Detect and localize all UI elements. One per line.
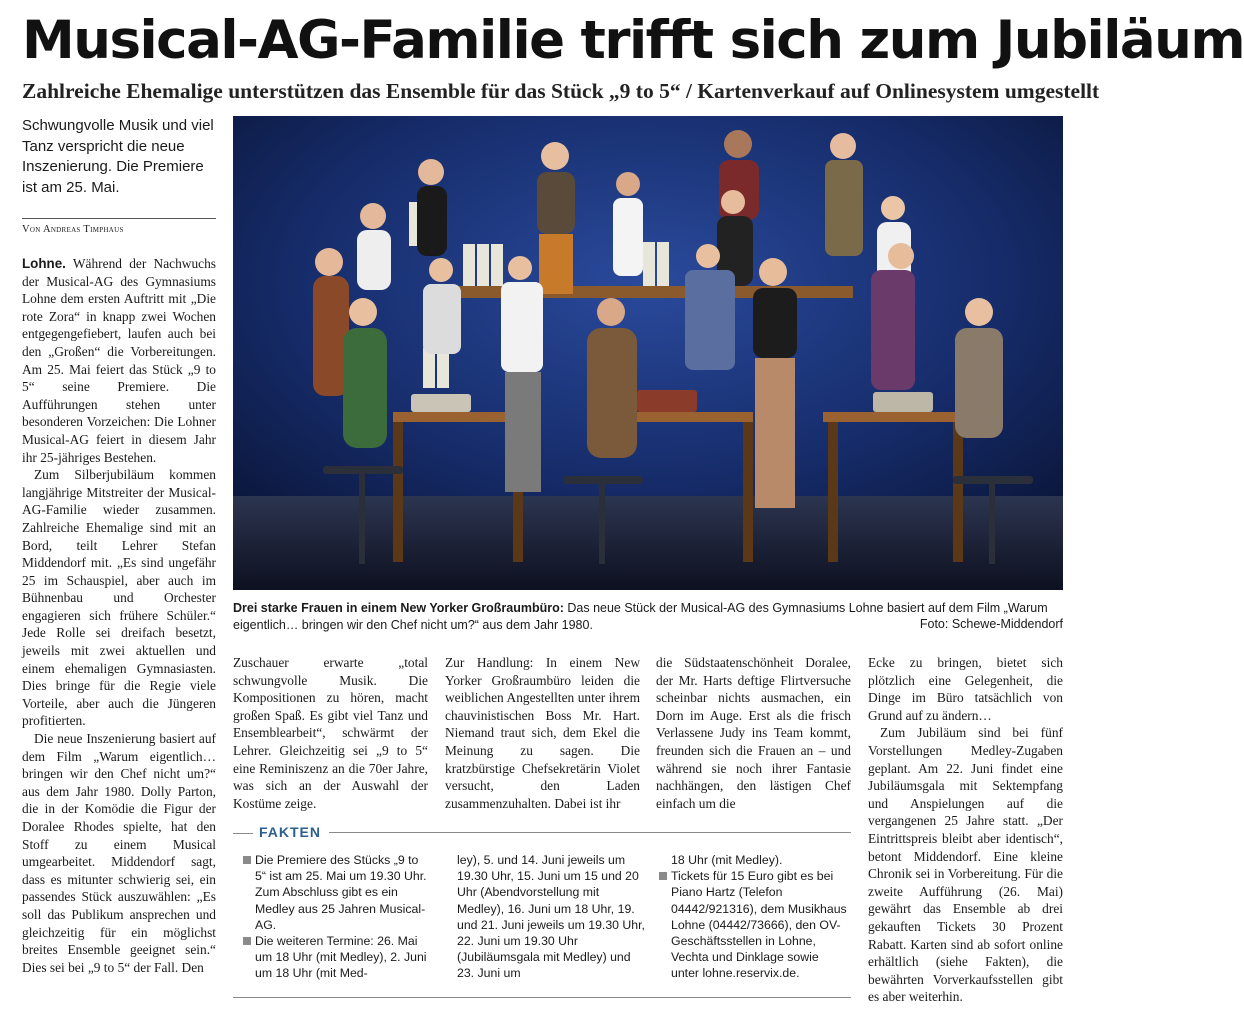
- bullet-square-icon: [659, 872, 667, 880]
- fakten-item-text: ley), 5. und 14. Juni jeweils um 19.30 Uhr, 15. Juni um 15 und 20 Uhr (Abendvorstellung mit Medley), 16. Juni um 18 Uhr, 19. und 21. Juni jeweils um 19.30 Uhr, 22. Juni um 19.30 Uhr (Jubiläumsgala mit Medley) und 23. Juni um: [457, 853, 645, 981]
- fakten-column-3: [657, 852, 849, 982]
- fakten-item: [657, 868, 849, 981]
- headline: Musical-AG-Familie trifft sich zum Jubiläum: [22, 10, 1244, 71]
- bullet-square-icon: [243, 937, 251, 945]
- fakten-header: [233, 824, 851, 840]
- photo-illustration: [233, 116, 1063, 590]
- fakten-item-text: 18 Uhr (mit Medley).: [671, 853, 783, 867]
- caption-text: Das neue Stück der Musical-AG des Gymnasiums Lohne basiert auf dem Film „Warum eigentlich… bringen wir den Chef nicht um?“ aus dem Jahr 1980.: [233, 601, 1048, 632]
- teaser: Schwungvolle Musik und viel Tanz verspricht die neue Inszenierung. Die Premiere ist am 25. Mai.: [22, 117, 214, 196]
- fakten-item: [241, 852, 427, 933]
- photo-musical-ensemble: [233, 116, 1063, 590]
- paragraph: Ecke zu bringen, bietet sich plötzlich eine Gelegenheit, die Dinge im Büro tatsächlich von Grund auf zu ändern…: [868, 655, 1063, 723]
- bullet-square-icon: [243, 856, 251, 864]
- article-column-4: die Südstaatenschönheit Doralee, der Mr. Harts deftige Flirtversuche scheinbar nichts ausmachen, ein Dorn im Auge. Erst als die frisch Verlassene Judy ins Team kommt, freunden sich die Frauen an – und während sie noch ihrer Fantasie nachhängen, den lästigen Chef einfach um die: [656, 655, 851, 811]
- fakten-item-text: Die weiteren Termine: 26. Mai um 18 Uhr (mit Medley), 2. Juni um 18 Uhr (mit Med-: [255, 934, 427, 981]
- byline: Von Andreas Timphaus: [22, 218, 216, 235]
- fakten-rule: [329, 832, 851, 833]
- fakten-column-1: [241, 852, 427, 982]
- article-column-2: Zuschauer erwarte „total schwungvolle Musik. Die Kompositionen zu hören, macht großen Spaß. Es gibt viel Tanz und Ensemblearbeit“, schwärmt der Lehrer. Gleichzeitig sei „9 to 5“ eine Reminiszenz an die 70er Jahre, was sich an der Auswahl der Kostüme zeige.: [233, 655, 428, 811]
- paragraph: Zum Jubiläum sind bei fünf Vorstellungen Medley-Zugaben geplant. Am 22. Juni findet eine Jubiläumsgala mit Sektempfang und Anspielungen auf die vergangenen 25 Jahre statt. „Der Eintrittspreis bleibt aber identisch“, betont Middendorf. Eine kleine Chronik sei in Vorbereitung. Für die zweite Aufführung (26. Mai) gewährt das Ensemble ab drei gekauften Tickets 30 Prozent Rabatt. Karten sind ab sofort online erhältlich (siehe Fakten), die bewährten Vorverkaufsstellen gibt es aber weiterhin.: [868, 725, 1063, 1005]
- fakten-item-text: Die Premiere des Stücks „9 to 5“ ist am 25. Mai um 19.30 Uhr. Zum Abschluss gibt es ein Medley aus 25 Jahren Musical-AG.: [255, 853, 427, 932]
- paragraph: Die neue Inszenierung basiert auf dem Film „Warum eigentlich… bringen wir den Chef nicht um?“ aus dem Jahr 1980. Dolly Parton, die in der Komödie die Figur der Doralee Rhodes spielte, hat den Stoff zu einem Musical umgearbeitet. Middendorf sagt, dass es mitunter schwierig sei, ein passendes Stück auszuwählen: „Es soll das Publikum ansprechen und gleichzeitig für ein möglichst breites Ensemble geeignet sein.“ Dies sei bei „9 to 5“ der Fall. Den: [22, 731, 216, 975]
- paragraph-text: Während der Nachwuchs der Musical-AG des Gymnasiums Lohne dem ersten Auftritt mit „Die rote Zora“ in knapp zwei Wochen entgegengefiebert, laufen auch bei den „Großen“ die Vorbereitungen. Am 25. Mai feiert das Stück „9 to 5“ seine Premiere. Die Aufführungen stehen unter besonderen Vorzeichen: Die Lohner Musical-AG feiert in diesem Jahr ihr 25-jähriges Bestehen.: [22, 256, 216, 465]
- caption-lead: Drei starke Frauen in einem New Yorker Großraumbüro:: [233, 601, 564, 615]
- fakten-item-text: Tickets für 15 Euro gibt es bei Piano Hartz (Telefon 04442/921316), dem Musikhaus Lohne (04442/73666), den OV-Geschäftsstellen in Lohne, Vechta und Dinklage sowie unter lohne.reservix.de.: [671, 869, 847, 981]
- article-column-1: [22, 255, 216, 976]
- paragraph: Zum Silberjubiläum kommen langjährige Mitstreiter der Musical-AG-Familie wieder zusammen. Zahlreiche Ehemalige sind mit an Bord, teilt Lehrer Stefan Middendorf mit. „Es sind ungefähr 25 im Schauspiel, aber auch im Bühnenbau und Orchester engagieren sich frühere Schüler.“ Jede Rolle sei dreifach besetzt, jeweils mit zwei aktuellen und einem ehemaligen Gymnasiasten. Dies bringe für die Regie viele Vorteile, aber auch die Jüngeren profitierten.: [22, 467, 216, 729]
- photo-credit: Foto: Schewe-Middendorf: [919, 617, 1063, 631]
- fakten-title: FAKTEN: [259, 824, 321, 840]
- bottom-rule: [233, 997, 851, 998]
- article-column-5: [868, 654, 1063, 1006]
- paragraph-intro: [22, 255, 216, 466]
- dateline: Lohne.: [22, 256, 66, 271]
- subheadline: Zahlreiche Ehemalige unterstützen das Ensemble für das Stück „9 to 5“ / Kartenverkauf auf Onlinesystem umgestellt: [22, 79, 1100, 103]
- fakten-item: [241, 933, 427, 982]
- article-column-3: Zur Handlung: In einem New Yorker Großraumbüro leiden die weiblichen Angestellten unter ihrem chauvinistischen Boss Mr. Hart. Niemand traut sich, dem Ekel die Meinung zu sagen. Die kratzbürstige Chefsekretärin Violet versucht, den Laden zusammenzuhalten. Dabei ist ihr: [445, 655, 640, 811]
- fakten-column-2: [457, 852, 647, 982]
